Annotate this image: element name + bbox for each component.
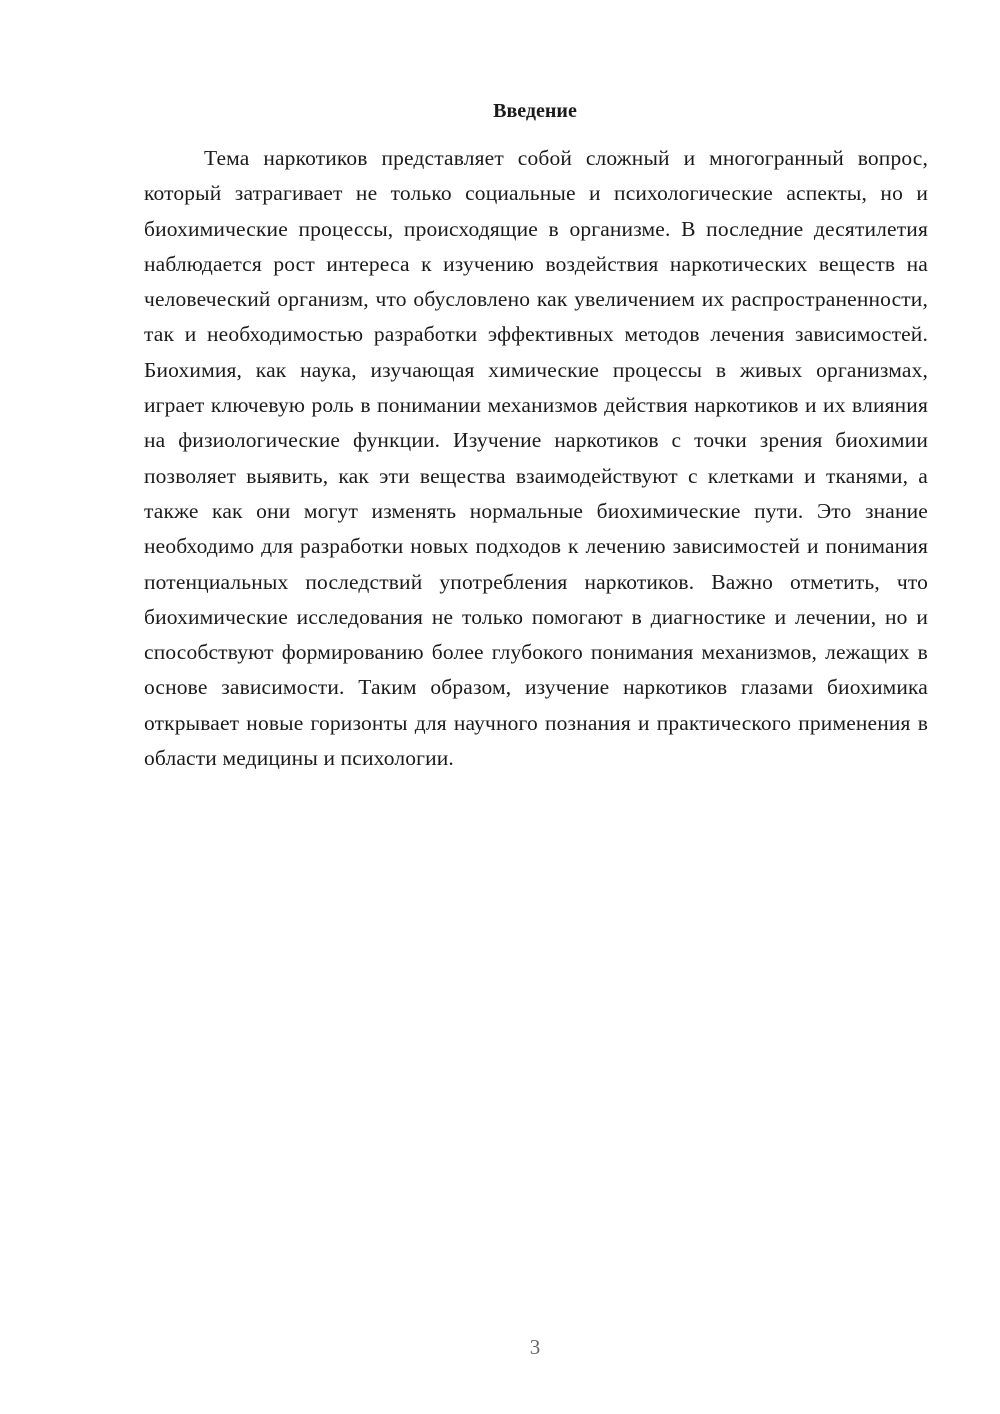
body-paragraph: Тема наркотиков представляет собой сложный и многогранный вопрос, который затрагивает не только социальные и психологические аспекты, но и биохимические процессы, происходящие в организме. В последние десятилетия наблюдается рост интереса к изучению воздействия наркотических веществ на человеческий организм, что обусловлено как увеличением их распространенности, так и необходимостью разработки эффективных методов лечения зависимостей. Биохимия, как наука, изучающая химические процессы в живых организмах, играет ключевую роль в понимании механизмов действия наркотиков и их влияния на физиологические функции. Изучение наркотиков с точки зрения биохимии позволяет выявить, как эти вещества взаимодействуют с клетками и тканями, а также как они могут изменять нормальные биохимические пути. Это знание необходимо для разработки новых подходов к лечению зависимостей и понимания потенциальных последствий употребления наркотиков. Важно отметить, что биохимические исследования не только помогают в диагностике и лечении, но и способствуют формированию более глубокого понимания механизмов, лежащих в основе зависимости. Таким образом, изучение наркотиков глазами биохимика открывает новые горизонты для научного познания и практического применения в области медицины и психологии. [144,146,928,771]
page-number: 3 [529,1335,541,1359]
section-heading: Введение [493,100,577,122]
